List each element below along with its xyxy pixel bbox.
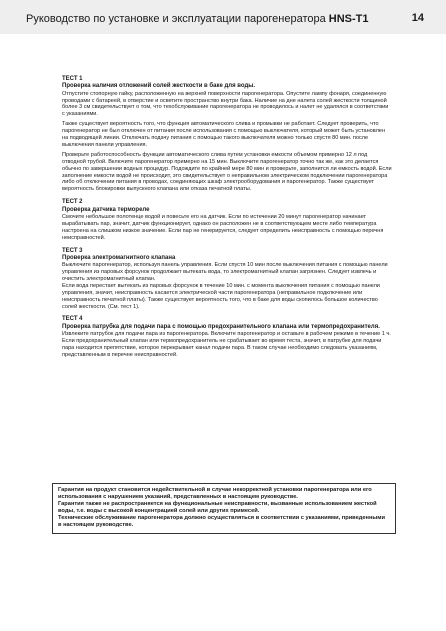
test-label: ТЕСТ 2 [62, 199, 83, 206]
warranty-paragraph: Технические обслуживание парогенератора должно осуществляться в соответствии с указаниями, приведенными в настоящем руководстве. [58, 515, 385, 529]
test-title: Проверка датчика термореле [62, 206, 150, 213]
test-paragraph: Смочите небольшое полотенце водой и повесьте его на датчик. Если по истечении 20 минут парогенератор начинает вырабатывать пар, значит, датчик функционирует, однако он расположен не в соответствующем месте либо температура настроена на слишком низкое значение. Если пар не генерируется, следует определить неисправность с помощью перечня неисправностей. [62, 213, 384, 241]
test-4-section [62, 316, 392, 358]
test-3-section [62, 248, 392, 311]
test-label: ТЕСТ 3 [62, 247, 83, 254]
test-paragraph: Проверьте работоспособность функции автоматического слива путем установки емкости объемом примерно 12 л под отводной трубой. Включите парогенератор примерно на 15 мин. Выключите парогенератор точно так же, как это делается обычно по завершении водных процедур. Подождите по крайней мере 80 мин и проверьте, заполнится ли емкость водой. Если заполнение емкости водой не происходит, это свидетельствует о неправильном электрическом подключении парогенератора либо об отключении питания в проводах, соединяющих шкаф электрооборудования и парогенератор. Также существует вероятность блокировки выпускного клапана или отказа печатной платы. [62, 151, 392, 193]
page-number: 14 [411, 12, 424, 24]
test-label: ТЕСТ 1 [62, 76, 83, 82]
test-paragraph: Отпустите стопорную гайку, расположенную на верхней поверхности парогенератора. Опустите лампу фонаря, соединенную проводами с батареей, в отверстие и осветите пространство внутри бака. Наличие на дне налета солей жесткости толщиной более 3 см свидетельствует о том, что техобслуживание парогенератора не проводилось и налет не удалялся в соответствии с указаниями. [62, 90, 389, 118]
header-title-text: Руководство по установке и эксплуатации парогенератора [26, 13, 326, 25]
test-label: ТЕСТ 4 [62, 316, 83, 323]
header-title [26, 13, 369, 25]
test-paragraph: Выключите парогенератор, используя панель управления. Если спустя 10 мин после выключения питания с помощью панели управления из паровых форсунок продолжает вытекать вода, то электромагнитный клапан загрязнен. Следует извлечь и очистить электромагнитный клапан. [62, 262, 388, 282]
tests-content [62, 76, 392, 365]
warranty-notice-box [52, 483, 396, 534]
test-paragraph: Также существует вероятность того, что функция автоматического слива и промывки не работает. Следует проверить, что парогенератор не был отключен от питания после использования с помощью выключателя, который может быть установлен на подводящей линии. Отключать подачу питания с помощью такого выключателя можно только спустя 80 мин. после выключения панели управления. [62, 121, 385, 148]
warranty-paragraph: Гарантия также не распространяется на функциональные неисправности, вызванные использованием жесткой воды, т.е. воды с высокой концентрацией солей или других примесей. [58, 501, 377, 515]
test-2-section [62, 199, 392, 241]
page-header [0, 0, 446, 34]
test-title: Проверка наличия отложений солей жесткости в баке для воды. [62, 83, 256, 90]
test-paragraph: Если вода перестает вытекать из паровых форсунок в течение 10 мин. с момента выключения питания с помощью панели управления, значит, неисправность касается электрической части парогенератора (неправильное подключение или неисправность печатной платы). Также существует вероятность того, что в баке для воды скопилось большое количество солей жесткости. (См. тест 1). [62, 282, 380, 310]
test-title: Проверка патрубка для подачи пара с помощью предохранительного клапана или термопредохранителя. [62, 323, 380, 330]
test-1-section [62, 76, 392, 193]
warranty-paragraph: Гарантия на продукт становится недействительной в случае некорректной установки парогенератора или его использования с нарушением указаний, представленных в настоящем руководстве. [58, 487, 372, 501]
header-model: HNS-T1 [328, 13, 369, 25]
test-title: Проверка электромагнитного клапана [62, 254, 176, 261]
test-paragraph: Извлеките патрубок для подачи пара из парогенератора. Включите парогенератор и оставьте в рабочем режиме в течение 1 ч. Если предохранительный клапан или термопредохранитель не срабатывает во время теста, значит, в патрубке для подачи пара находится препятствие, которое перекрывает канал подачи пара. В таком случае необходимо следовать указаниям, представленным в перечне неисправностей. [62, 331, 391, 358]
